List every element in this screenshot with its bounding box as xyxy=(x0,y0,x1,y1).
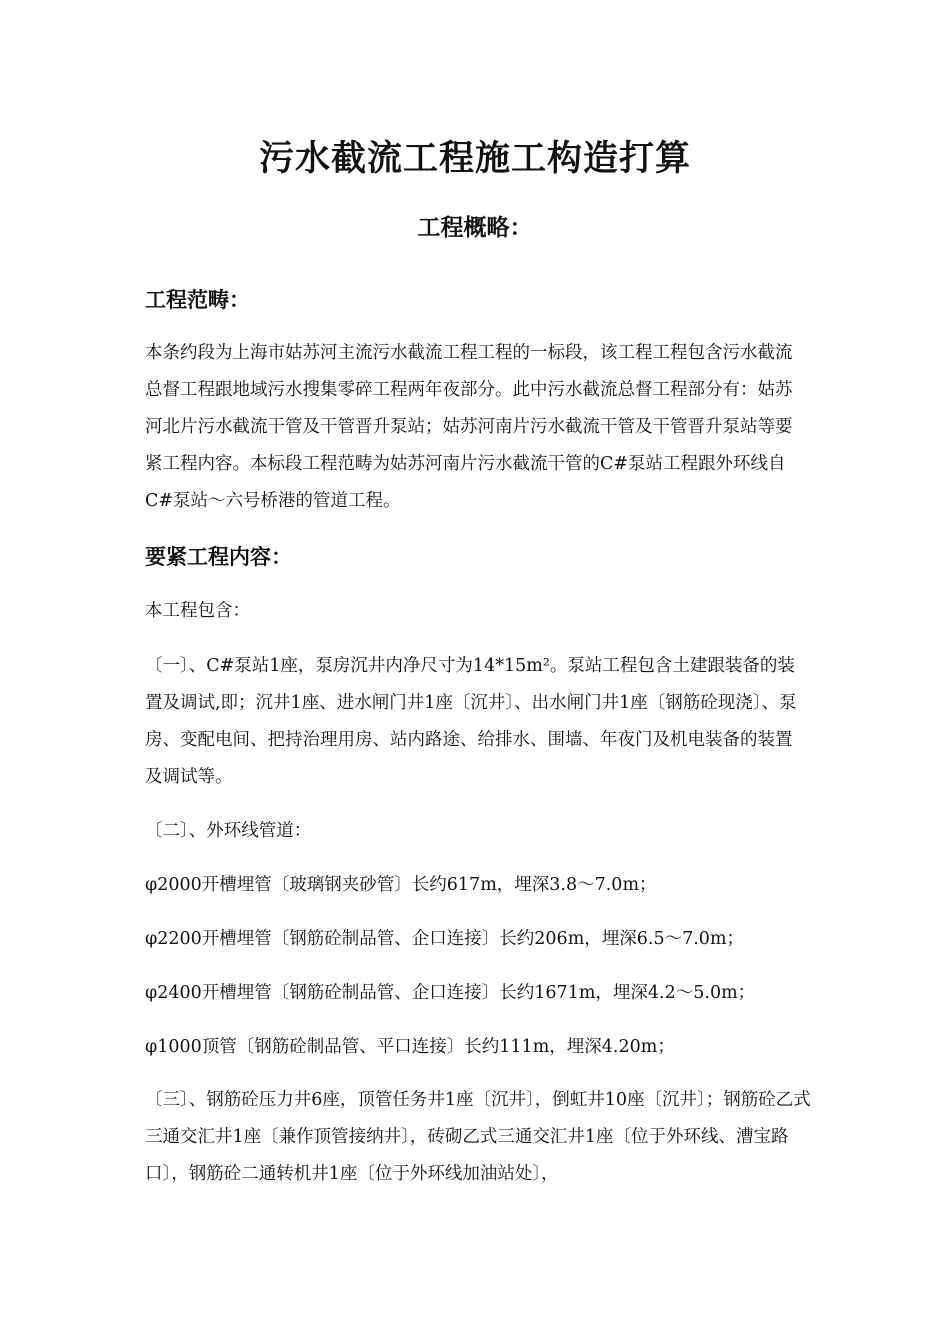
content-intro: 本工程包含： xyxy=(145,601,250,621)
pipe-line-4: φ1000顶管〔钢筋砼制品管、平口连接〕长约111m，埋深4.20m； xyxy=(145,1037,675,1057)
overview-heading: 工程概略： xyxy=(417,215,533,241)
main-content-heading: 要紧工程内容： xyxy=(145,545,292,569)
pipe-line-1: φ2000开槽埋管〔玻璃钢夹砂管〕长约617m，埋深3.8～7.0m； xyxy=(145,875,657,895)
pipe-line-2: φ2200开槽埋管〔钢筋砼制品管、企口连接〕长约206m，埋深6.5～7.0m； xyxy=(145,929,745,949)
item-one-paragraph: 〔一〕、C#泵站1座，泵房沉井内净尺寸为14*15m²。泵站工程包含土建跟装备的装置及调试,即；沉井1座、进水闸门井1座〔沉井〕、出水闸门井1座〔钢筋砼现浇〕、泵房、变配电间、把持治理用房、站内路途、给排水、围墙、年夜门及机电装备的装置及调试等。 xyxy=(145,656,797,787)
item-three-paragraph: 〔三〕、钢筋砼压力井6座，顶管任务井1座〔沉井〕，倒虹井10座〔沉井〕；钢筋砼乙式三通交汇井1座〔兼作顶管接纳井〕，砖砌乙式三通交汇井1座〔位于外环线、漕宝路口〕，钢筋砼二通转机井1座〔位于外环线加油站处〕， xyxy=(145,1090,811,1184)
scope-heading: 工程范畴： xyxy=(145,288,250,312)
document-title: 污水截流工程施工构造打算 xyxy=(258,138,691,179)
pipe-line-3: φ2400开槽埋管〔钢筋砼制品管、企口连接〕长约1671m，埋深4.2～5.0m； xyxy=(145,983,756,1003)
scope-paragraph: 本条约段为上海市姑苏河主流污水截流工程工程的一标段，该工程工程包含污水截流总督工程跟地域污水搜集零碎工程两年夜部分。此中污水截流总督工程部分有：姑苏河北片污水截流干管及干管晋升泵站；姑苏河南片污水截流干管及干管晋升泵站等要紧工程内容。本标段工程范畴为姑苏河南片污水截流干管的C#泵站工程跟外环线自C#泵站～六号桥港的管道工程。 xyxy=(145,343,793,511)
item-two-heading: 〔二〕、外环线管道： xyxy=(145,821,312,841)
